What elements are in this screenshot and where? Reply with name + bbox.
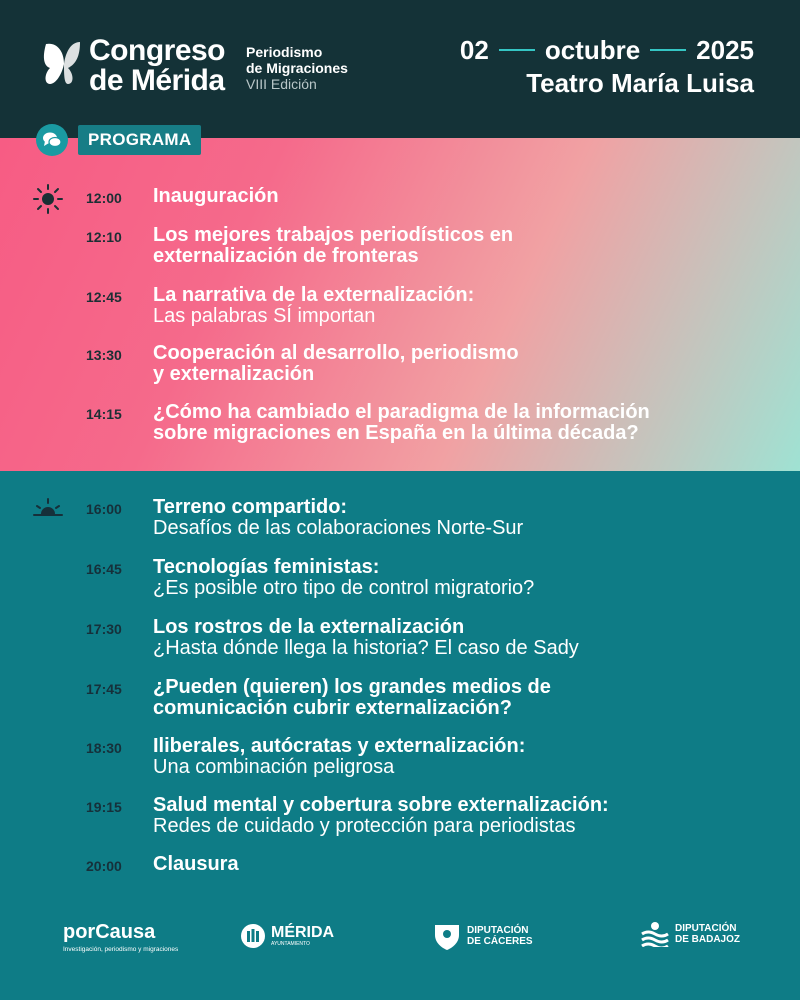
- item-title: Cooperación al desarrollo, periodismo: [153, 342, 519, 364]
- header: [0, 0, 800, 138]
- sun-icon: [33, 184, 63, 214]
- sunset-icon: [33, 498, 63, 518]
- item-title: ¿Cómo ha cambiado el paradigma de la información: [153, 401, 650, 423]
- item-subtitle: ¿Hasta dónde llega la historia? El caso de Sady: [153, 637, 579, 659]
- item-title: Terreno compartido:: [153, 496, 348, 518]
- item-title-cont: y externalización: [153, 363, 315, 385]
- item-subtitle: Desafíos de las colaboraciones Norte-Sur: [153, 517, 524, 539]
- programa-label: [36, 124, 201, 156]
- item-title: La narrativa de la externalización:: [153, 284, 475, 306]
- item-subtitle: ¿Es posible otro tipo de control migratorio?: [153, 577, 535, 599]
- item-time: 17:30: [86, 621, 122, 637]
- merida-logo: MÉRIDA AYUNTAMIENTO: [240, 923, 334, 949]
- item-time: 16:45: [86, 561, 122, 577]
- date-separator: [650, 49, 686, 51]
- item-subtitle: Redes de cuidado y protección para periodistas: [153, 815, 576, 837]
- item-time: 13:30: [86, 347, 122, 363]
- caceres-shield-icon: [432, 921, 462, 951]
- item-time: 12:10: [86, 229, 122, 245]
- brand-title: Congreso de Mérida: [89, 34, 226, 97]
- item-title-cont: externalización de fronteras: [153, 245, 419, 267]
- chat-bubble-icon: [36, 124, 68, 156]
- item-time: 18:30: [86, 740, 122, 756]
- item-time: 14:15: [86, 406, 122, 422]
- item-title: Inauguración: [153, 185, 279, 207]
- item-time: 16:00: [86, 501, 122, 517]
- badajoz-logo: DIPUTACIÓN DE BADAJOZ: [640, 921, 740, 947]
- sponsors-footer: [0, 915, 800, 960]
- item-title: Clausura: [153, 853, 239, 875]
- item-time: 12:00: [86, 190, 122, 206]
- item-subtitle: Una combinación peligrosa: [153, 756, 395, 778]
- item-title: ¿Pueden (quieren) los grandes medios de: [153, 676, 551, 698]
- merida-emblem-icon: [240, 923, 266, 949]
- brand-subtitle: Periodismo de Migraciones VIII Edición: [246, 44, 348, 92]
- event-date: 02 octubre 2025: [459, 35, 754, 65]
- caceres-logo: DIPUTACIÓN DE CÁCERES: [432, 921, 533, 951]
- item-time: 17:45: [86, 681, 122, 697]
- item-title: Salud mental y cobertura sobre externalización:: [153, 794, 609, 816]
- date-separator: [499, 49, 535, 51]
- event-venue: Teatro María Luisa: [526, 68, 754, 98]
- item-time: 12:45: [86, 289, 122, 305]
- item-title: Los rostros de la externalización: [153, 616, 465, 638]
- porcausa-logo: porCausa Investigación, periodismo y migraciones: [63, 921, 179, 953]
- item-title: Tecnologías feministas:: [153, 556, 380, 578]
- item-subtitle: Las palabras SÍ importan: [153, 305, 376, 327]
- item-title-cont: comunicación cubrir externalización?: [153, 697, 512, 719]
- item-title: Iliberales, autócratas y externalización:: [153, 735, 526, 757]
- item-title-cont: sobre migraciones en España en la última década?: [153, 422, 639, 444]
- item-time: 19:15: [86, 799, 122, 815]
- butterfly-icon: [42, 40, 84, 88]
- item-time: 20:00: [86, 858, 122, 874]
- section-tag: PROGRAMA: [78, 125, 201, 155]
- badajoz-waves-icon: [640, 921, 670, 947]
- item-title: Los mejores trabajos periodísticos en: [153, 224, 514, 246]
